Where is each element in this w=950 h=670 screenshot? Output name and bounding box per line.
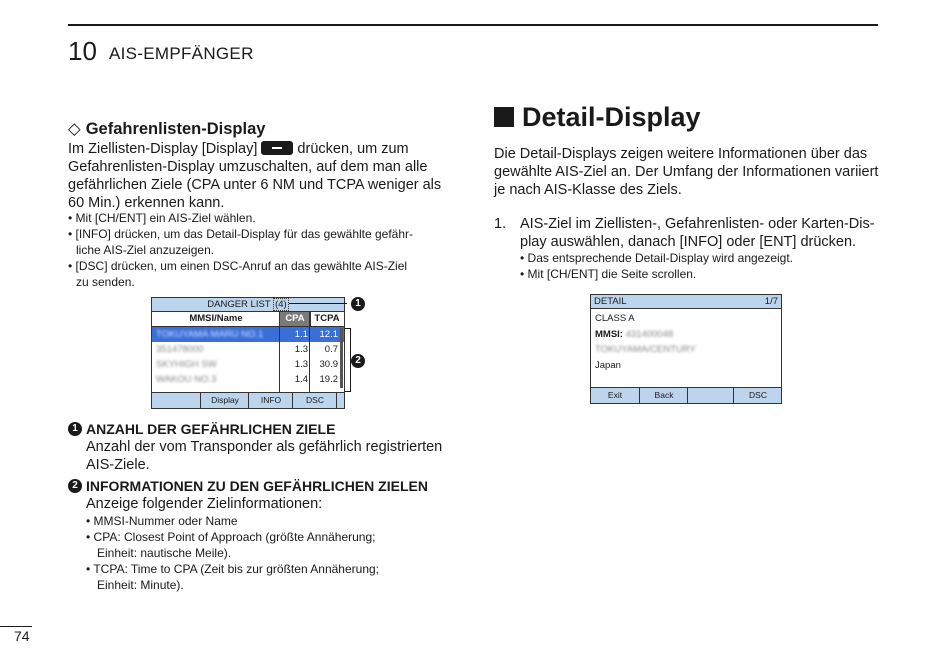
softkey-bar [152,392,344,408]
softkey-info[interactable]: INFO [248,393,293,408]
page-number: 74 [14,628,30,644]
detail-display-heading: Detail-Display [494,100,701,134]
danger-count: (4) [275,299,287,310]
bullet-item: • [INFO] drücken, um das Detail-Display für das gewählte gefähr- [68,227,414,241]
callout-2-badge: 2 [68,479,82,493]
softkey-exit[interactable]: Exit [607,390,623,400]
section-1-text: AIS-Ziele. [86,457,150,473]
intro-line-3: gefährlichen Ziele (CPA unter 6 NM und TCPA weniger als [68,177,442,193]
callout-2-badge: 2 [351,354,365,368]
column-headers [152,312,344,327]
bullet-item: • MMSI-Nummer oder Name [86,514,238,528]
danger-list-screen [151,297,345,409]
detail-screen [590,294,782,404]
softkey-bar [591,387,781,403]
bullet-item: • [DSC] drücken, um einen DSC-Anruf an das gewählte AIS-Ziel [68,259,408,273]
bullet-continuation: Einheit: Minute). [97,578,184,592]
col-header-tcpa: TCPA [310,312,343,326]
col-header-name: MMSI/Name [189,313,243,324]
table-row[interactable]: SKYHIGH SW 1.3 30.9 [156,359,338,370]
bullet-item: • TCPA: Time to CPA (Zeit bis zur größten Annäherung; [86,562,380,576]
table-row[interactable]: WAKOU NO.3 1.4 19.2 [156,374,338,385]
mmsi-line: MMSI: 431400048 [595,328,674,340]
softkey-empty[interactable] [687,388,734,403]
square-bullet-icon [494,107,514,127]
softkey-dsc[interactable]: DSC [733,388,782,403]
bullet-continuation: Einheit: nautische Meile). [97,546,232,560]
table-row[interactable]: 351478000 1.3 0.7 [156,344,338,355]
step-text: AIS-Ziel im Ziellisten-, Gefahrenlisten- oder Karten-Dis- [520,216,875,232]
page-rule [0,626,32,627]
intro-line-2: Gefahrenlisten-Display umzuschalten, auf dem man alle [68,159,428,175]
intro-line-4: 60 Min.) erkennen kann. [68,195,225,211]
bullet-continuation: zu senden. [76,275,135,289]
bullet-continuation: liche AIS-Ziel anzuzeigen. [76,243,215,257]
section-1-text: Anzahl der vom Transponder als gefährlich registrierten [86,439,443,455]
intro-line-1: Im Ziellisten-Display [Display] drücken, um zum [68,141,409,157]
section-2-heading: INFORMATIONEN ZU DEN GEFÄHRLICHEN ZIELEN [86,478,428,494]
top-rule [68,24,878,26]
step-text: play auswählen, danach [INFO] oder [ENT] drücken. [520,234,857,250]
right-intro-line: Die Detail-Displays zeigen weitere Informationen über das [494,146,868,162]
bullet-item: • CPA: Closest Point of Approach (größte Annäherung; [86,530,376,544]
detail-page-indicator: 1/7 [764,296,778,307]
table-row[interactable]: TOKUYAMA MARU NO.1 1.1 12.1 [152,327,344,342]
diamond-icon: ◇ [68,120,81,138]
mmsi-value: 431400048 [625,328,674,340]
step-number: 1. [494,216,507,232]
danger-list-title-bar: DANGER LIST (4) [152,298,344,312]
danger-list-heading: ◇ Gefahrenlisten-Display [68,120,266,138]
softkey-back[interactable]: Back [639,388,688,403]
right-intro-line: je nach AIS-Klasse des Ziels. [494,182,682,198]
column-divider [309,312,310,392]
softkey-empty[interactable] [152,393,192,408]
detail-body [591,309,781,375]
softkey-dsc[interactable]: DSC [292,393,337,408]
softkey-empty[interactable] [336,393,345,408]
vessel-name: TOKUYAMA/CENTURY [595,344,696,355]
callout-1-leader [289,303,347,304]
detail-title-bar: DETAIL 1/7 [591,295,781,309]
chapter-number: 10 [68,36,97,66]
callout-1-badge: 1 [68,422,82,436]
right-intro-line: gewählte AIS-Ziel an. Der Umfang der Informationen variiert [494,164,879,180]
country-line: Japan [595,359,621,371]
bullet-item: • Mit [CH/ENT] die Seite scrollen. [520,267,697,281]
section-2-text: Anzeige folgender Zielinformationen: [86,496,323,512]
col-header-cpa: CPA [280,312,310,326]
section-1-heading: ANZAHL DER GEFÄHRLICHEN ZIELE [86,421,336,437]
callout-1-badge: 1 [351,297,365,311]
bullet-item: • Mit [CH/ENT] ein AIS-Ziel wählen. [68,211,256,225]
class-line: CLASS A [595,313,635,324]
scrollbar[interactable] [340,328,343,388]
chapter-title: AIS-EMPFÄNGER [109,44,254,63]
column-divider [279,312,280,392]
bullet-item: • Das entsprechende Detail-Display wird angezeigt. [520,251,794,265]
softkey-display[interactable]: Display [200,393,249,408]
minus-key-icon [261,141,293,155]
